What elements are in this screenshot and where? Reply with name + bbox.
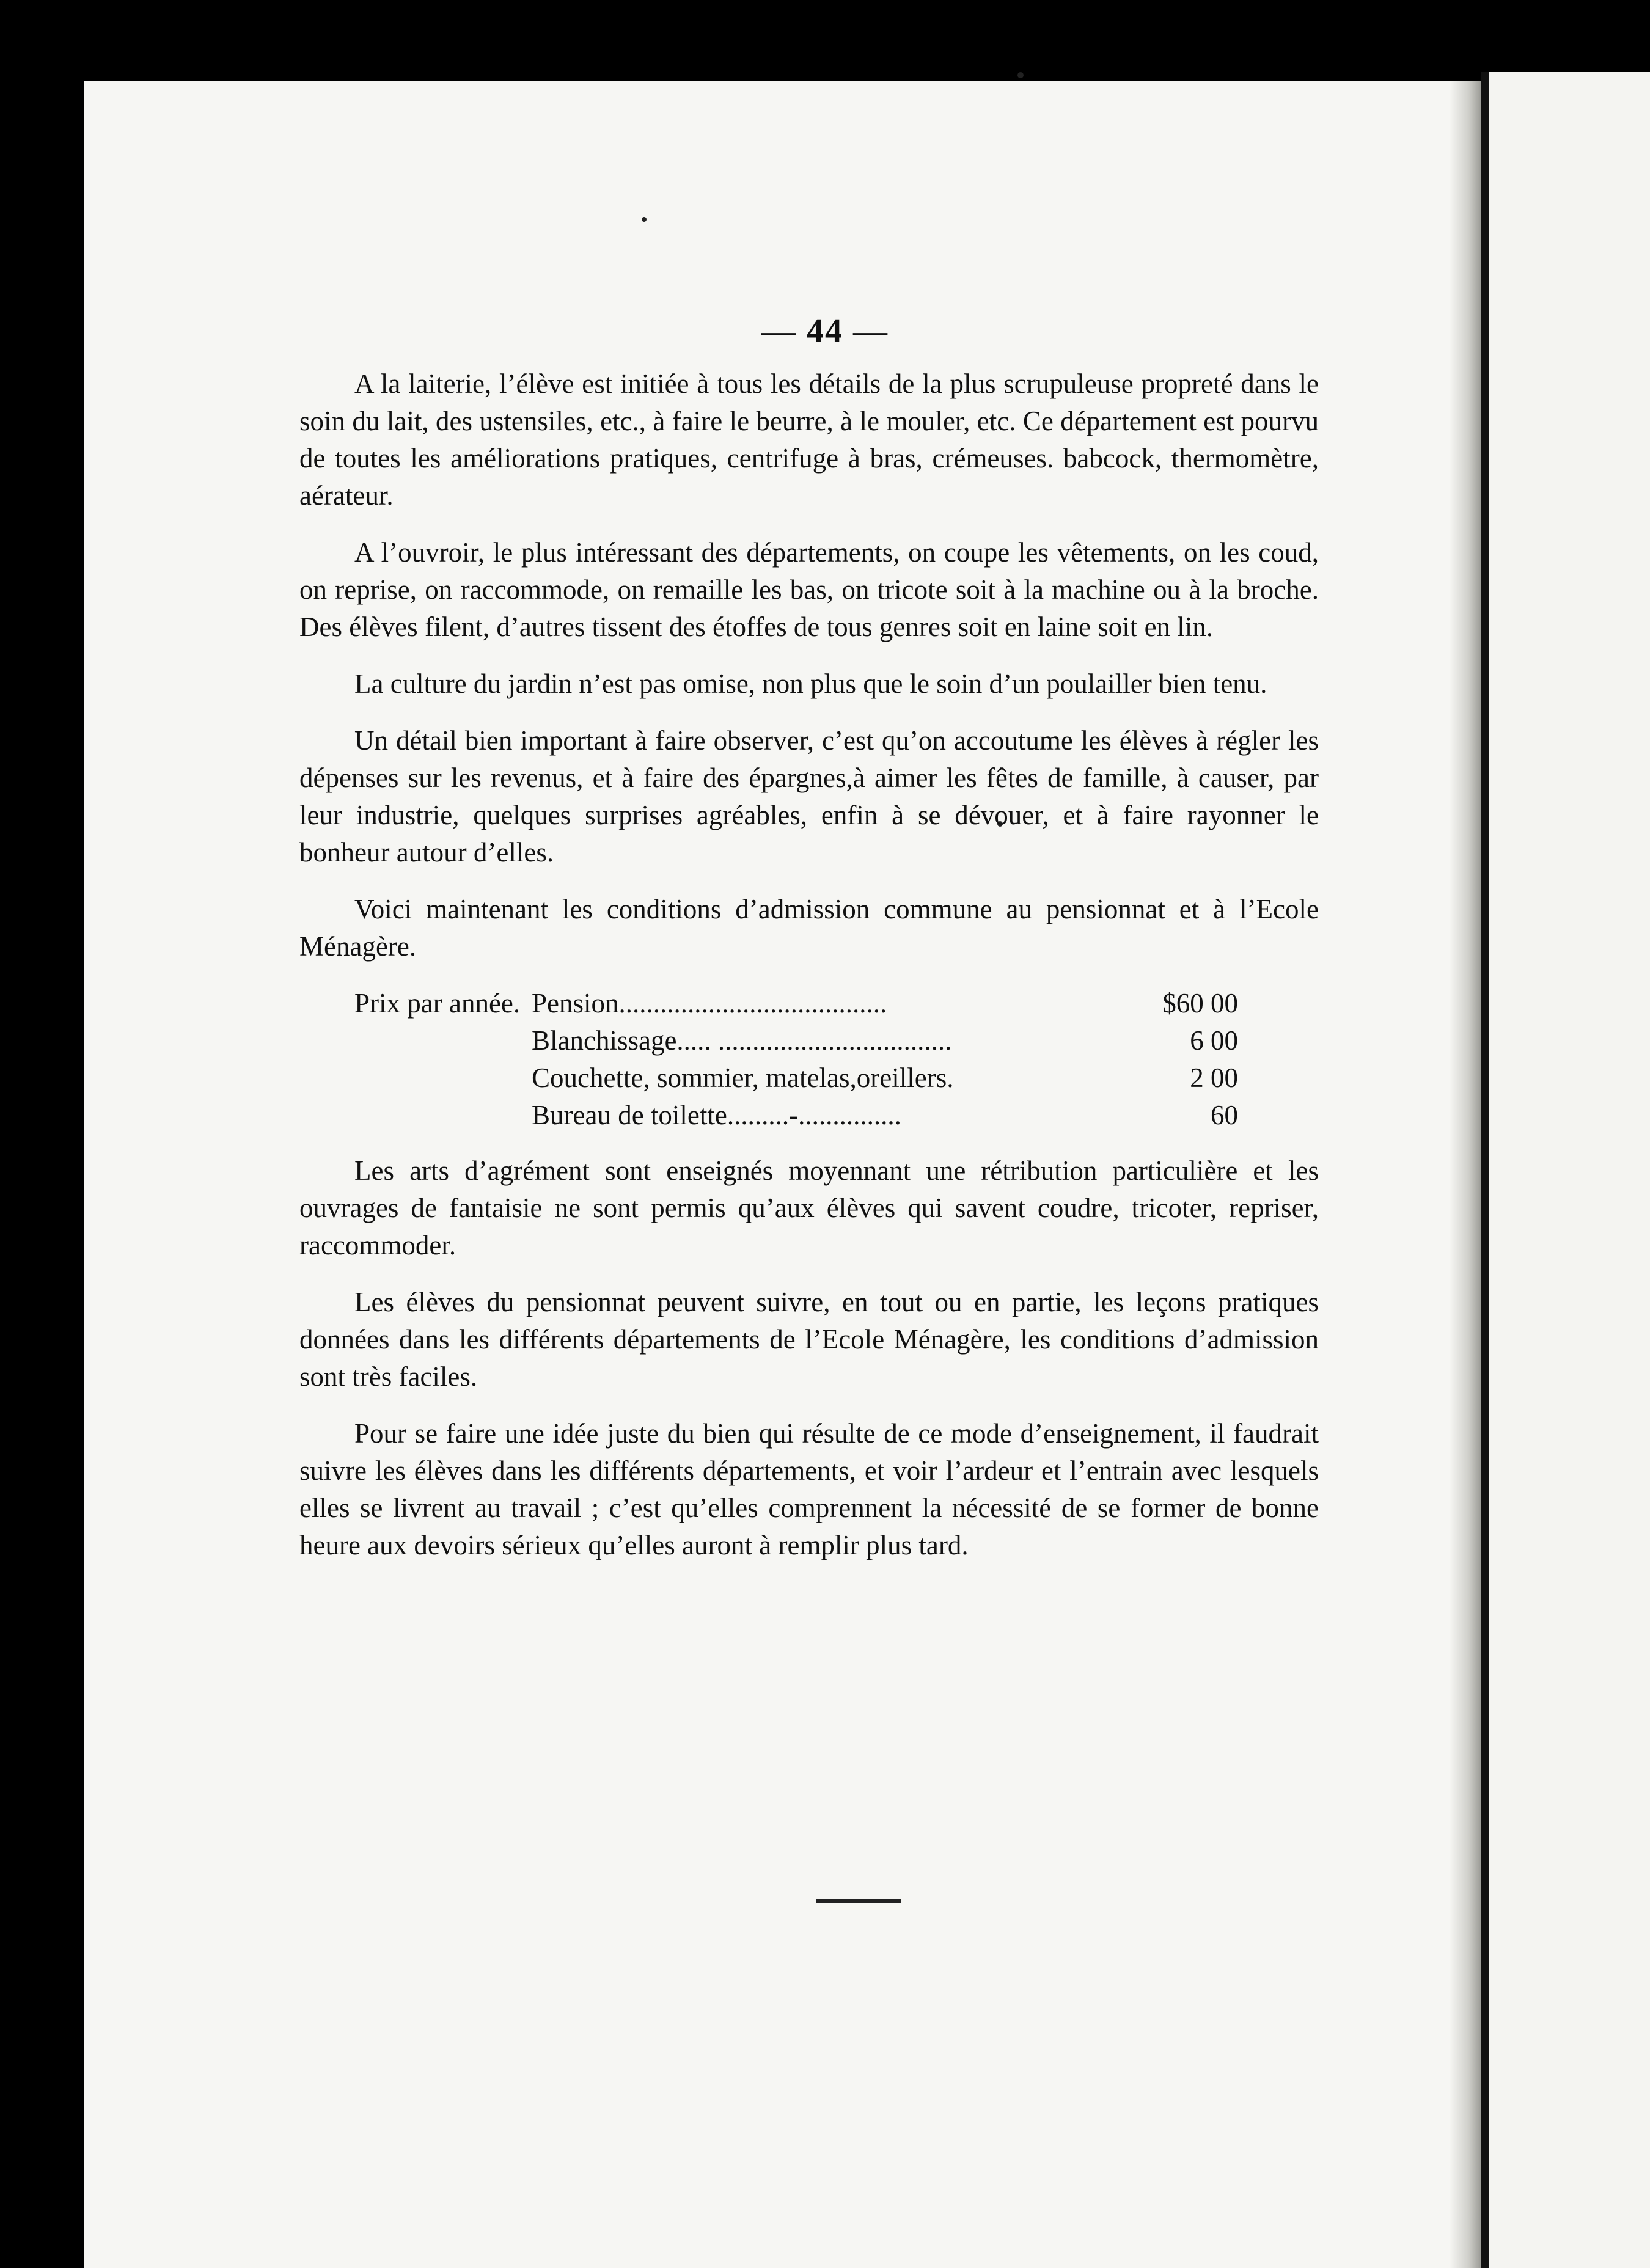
paragraph-laiterie: A la laiterie, l’élève est initiée à tous les détails de la plus scrupuleuse propreté dans le soin du lait, des ustensiles, etc., à faire le beurre, à le mouler, etc. Ce département est pourvu de toutes les améliorations pratiques, centrifuge à bras, crémeuses. babcock, thermomètre, aérateur.: [299, 368, 1319, 511]
paragraph-detail: Un détail bien important à faire observer, c’est qu’on accoutume les élèves à régler les dépenses sur les revenus, et à faire des épargnes,à aimer les fêtes de famille, à causer, par leur industrie, quelques surprises agréables, enfin à se dévouer, et à faire rayonner le bonheur autour d’elles.: [299, 725, 1319, 868]
price-item: Couchette, sommier, matelas,oreillers.: [532, 1063, 954, 1093]
body-text: [299, 365, 1319, 1584]
price-amount: 2 00: [1190, 1063, 1238, 1093]
scan-speck: [642, 217, 647, 222]
price-amount: 6 00: [1190, 1025, 1238, 1056]
paragraph-conditions: Voici maintenant les conditions d’admission commune au pensionnat et à l’Ecole Ménagère.: [299, 894, 1319, 962]
paragraph-conclusion: Pour se faire une idée juste du bien qui résulte de ce mode d’enseignement, il faudrait suivre les élèves dans les différents départements, et voir l’ardeur et l’entrain avec lesquels elles se livrent au travail ; c’est qu’elles comprennent la nécessité de se former de bonne heure aux devoirs sérieux qu’elles auront à remplir plus tard.: [299, 1418, 1319, 1560]
price-amount: 60: [1211, 1100, 1238, 1130]
price-table-lead: Prix par année.: [354, 988, 521, 1019]
page-fold-shadow: [1450, 81, 1481, 2268]
price-table: [299, 985, 1319, 1134]
paragraph-ouvroir: A l’ouvroir, le plus intéressant des départements, on coupe les vêtements, on les coud, on reprise, on raccommode, on remaille les bas, on tricote soit à la machine ou à la broche. Des élèves filent, d’autres tissent des étoffes de tous genres soit en laine soit en lin.: [299, 537, 1319, 642]
paragraph-jardin: La culture du jardin n’est pas omise, non plus que le soin d’un poulailler bien tenu.: [354, 668, 1267, 699]
page-number: — 44 —: [761, 312, 889, 350]
price-amount: $60 00: [1162, 988, 1238, 1019]
price-item: Bureau de toilette.........-...............: [532, 1100, 901, 1130]
scan-speck: [1018, 72, 1024, 78]
adjacent-page-edge: [1481, 72, 1650, 2268]
price-item: Blanchissage..... ..................................: [532, 1025, 952, 1056]
paragraph-arts: Les arts d’agrément sont enseignés moyennant une rétribution particulière et les ouvrages de fantaisie ne sont permis qu’aux élèves qui savent coudre, tricoter, repriser, raccommoder.: [299, 1155, 1319, 1260]
price-item: Pension.......................................: [532, 988, 887, 1019]
paragraph-pensionnat: Les élèves du pensionnat peuvent suivre, en tout ou en partie, les leçons pratiques données dans les différents départements de l’Ecole Ménagère, les conditions d’admission sont très faciles.: [299, 1287, 1319, 1392]
closing-rule: [816, 1899, 901, 1903]
